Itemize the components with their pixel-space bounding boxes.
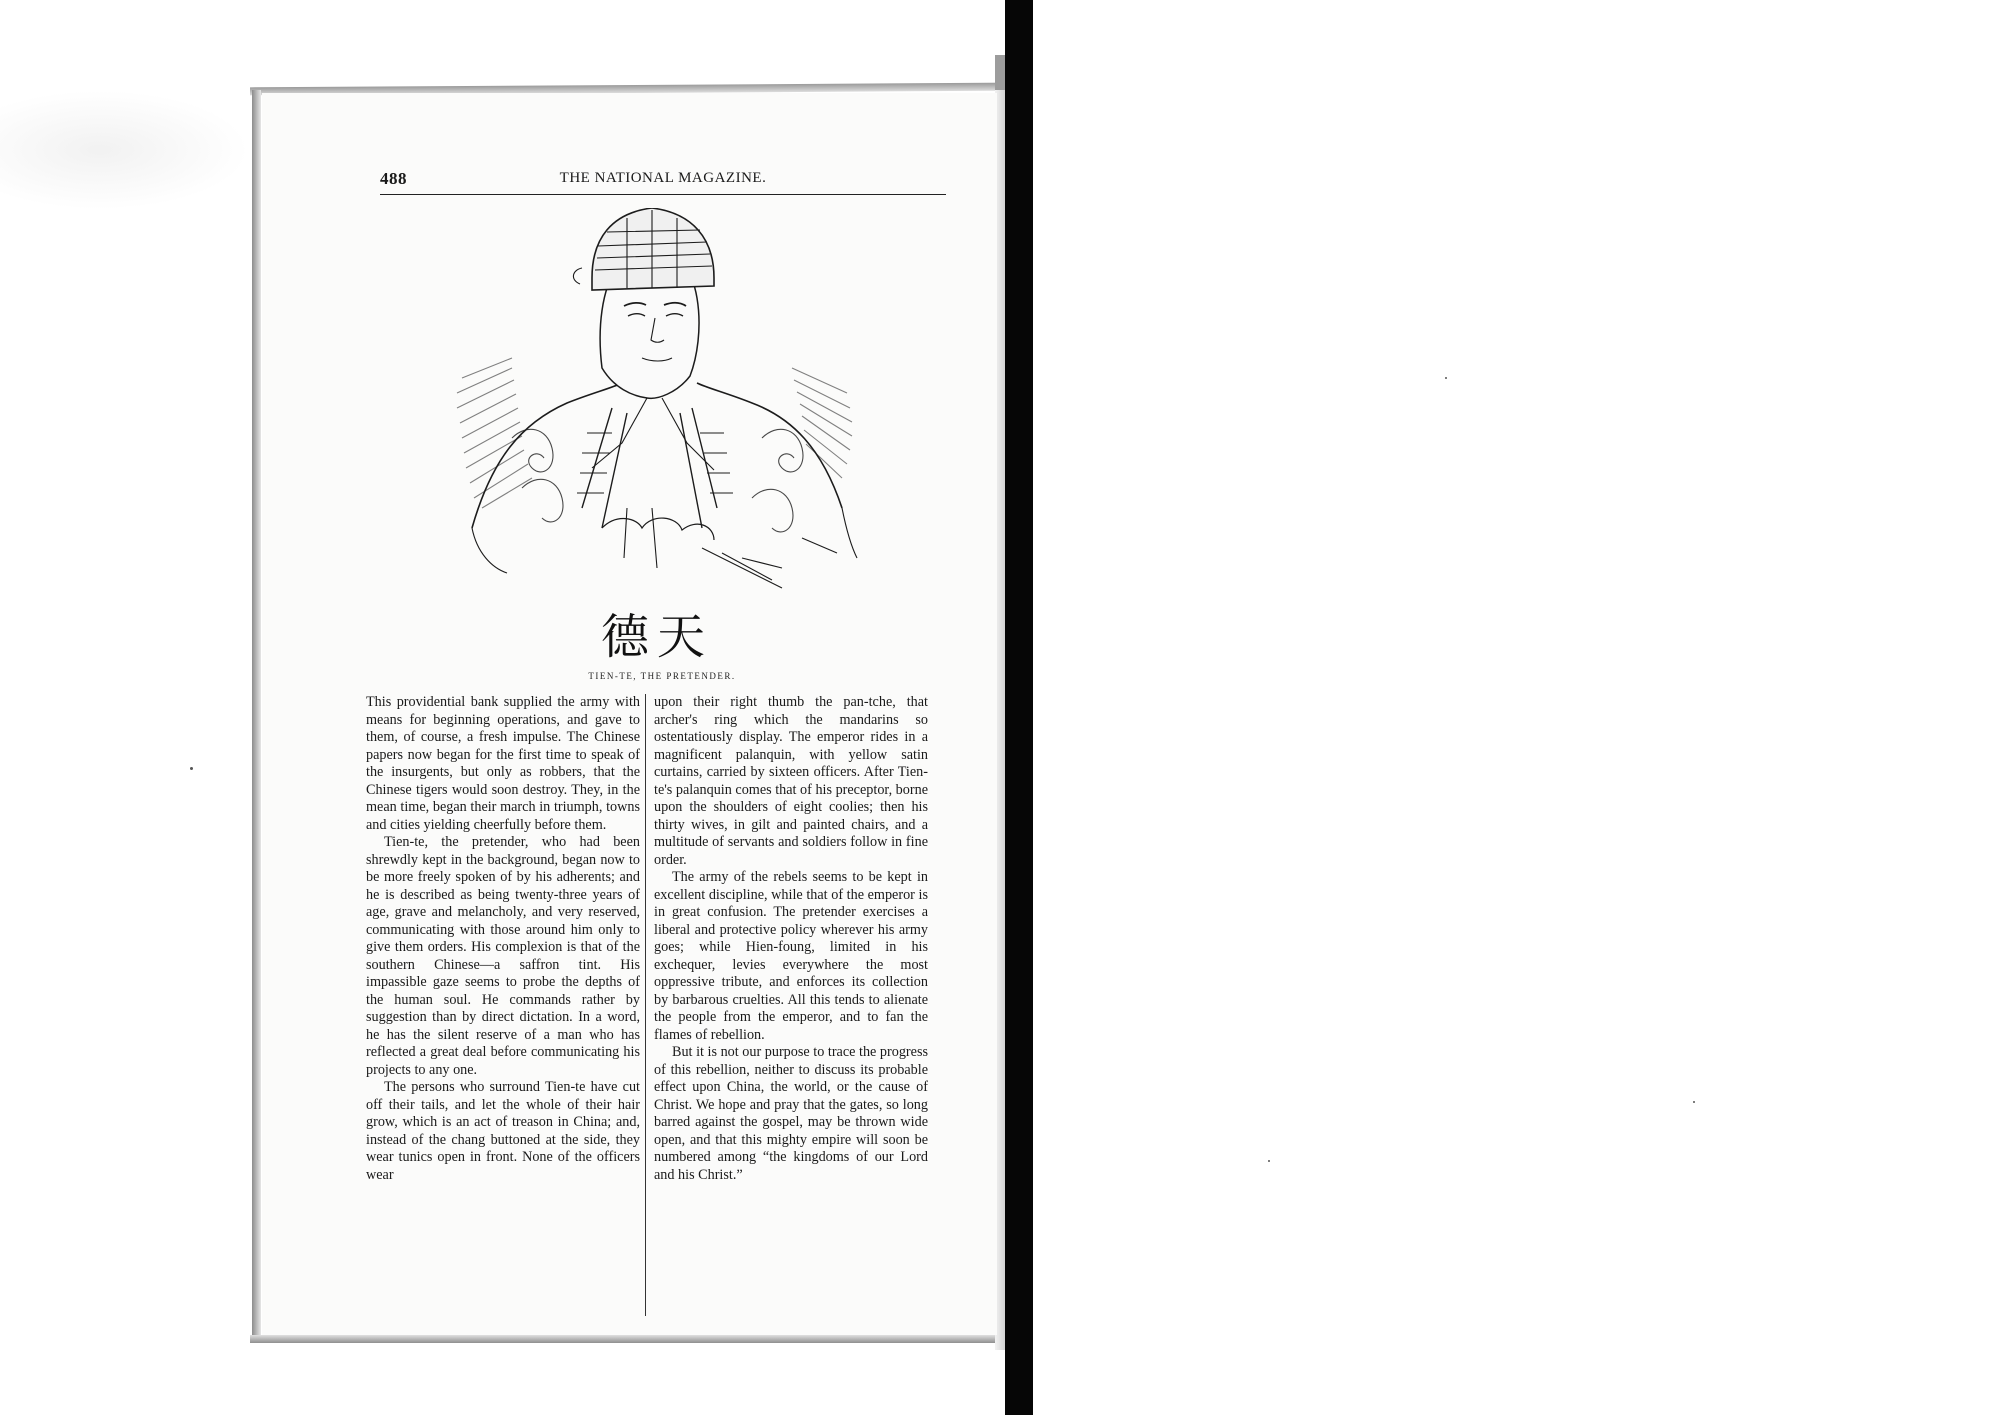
- left-column: [366, 694, 640, 1319]
- magazine-title: THE NATIONAL MAGAZINE.: [559, 170, 767, 186]
- binding-gutter: [1005, 0, 1033, 1415]
- scan-speck: [1693, 1101, 1695, 1103]
- scan-speck: [1268, 1160, 1270, 1162]
- page-edge-bottom: [250, 1335, 1010, 1343]
- header-rule: [380, 194, 946, 195]
- column-divider: [645, 694, 646, 1316]
- scan-speck: [1445, 377, 1447, 379]
- paragraph: But it is not our purpose to trace the progress of this rebellion, neither to discuss its probable effect upon China, the world, or the cause of Christ. We hope and pray that the gates, so long barred against the gospel, may be thrown wide open, and that this mighty empire will soon be numbered among “the kingdoms of our Lord and his Christ.”: [654, 1044, 928, 1183]
- portrait-caption: TIEN-TE, THE PRETENDER.: [588, 671, 736, 681]
- paragraph: The persons who surround Tien-te have cut off their tails, and let the whole of their hair grow, which is an act of treason in China; and, instead of the chang buttoned at the side, they wear tunics open in front. None of the officers wear: [366, 1079, 640, 1183]
- portrait-icon: [452, 208, 862, 598]
- magazine-page: [262, 93, 997, 1335]
- right-column: [654, 694, 928, 1319]
- scan-noise: [0, 90, 250, 210]
- scan-speck: [190, 767, 193, 770]
- paragraph: Tien-te, the pretender, who had been shrewdly kept in the background, began now to be more freely spoken of by his adherents; and he is described as being twenty-three years of age, grave and melancholy, and very reserved, communicating with those around him only to give them orders. His complexion is that of the southern Chinese—a saffron tint. His impassible gaze seems to probe the depths of the human soul. He commands rather by suggestion than by direct dictation. In a word, he has the silent reserve of a man who has reflected a great deal before communicating his projects to any one.: [366, 834, 640, 1078]
- page-edge-left: [252, 90, 261, 1340]
- chinese-characters: 德天: [600, 609, 713, 665]
- paragraph: This providential bank supplied the army with means for beginning operations, and gave to them, of course, a fresh impulse. The Chinese papers now began for the first time to speak of the insurgents, but only as robbers, that the Chinese tigers would soon destroy. They, in the mean time, began their march in triumph, towns and cities yielding cheerfully before them.: [366, 694, 640, 833]
- paragraph: upon their right thumb the pan-tche, that archer's ring which the mandarins so ostentatiously display. The emperor rides in a magnificent palanquin, with yellow satin curtains, carried by sixteen officers. After Tien-te's palanquin comes that of his preceptor, borne upon the shoulders of eight coolies; then his thirty wives, in gilt and painted chairs, and a multitude of servants and soldiers follow in fine order.: [654, 694, 928, 868]
- running-head: [380, 169, 946, 191]
- page-number: 488: [380, 169, 407, 188]
- paragraph: The army of the rebels seems to be kept in excellent discipline, while that of the emperor is in great confusion. The pretender exercises a liberal and protective policy wherever his army goes; while Hien-foung, limited in his exchequer, levies everywhere the most oppressive tribute, and enforces its collection by barbarous cruelties. All this tends to alienate the people from the emperor, and to fan the flames of rebellion.: [654, 869, 928, 1043]
